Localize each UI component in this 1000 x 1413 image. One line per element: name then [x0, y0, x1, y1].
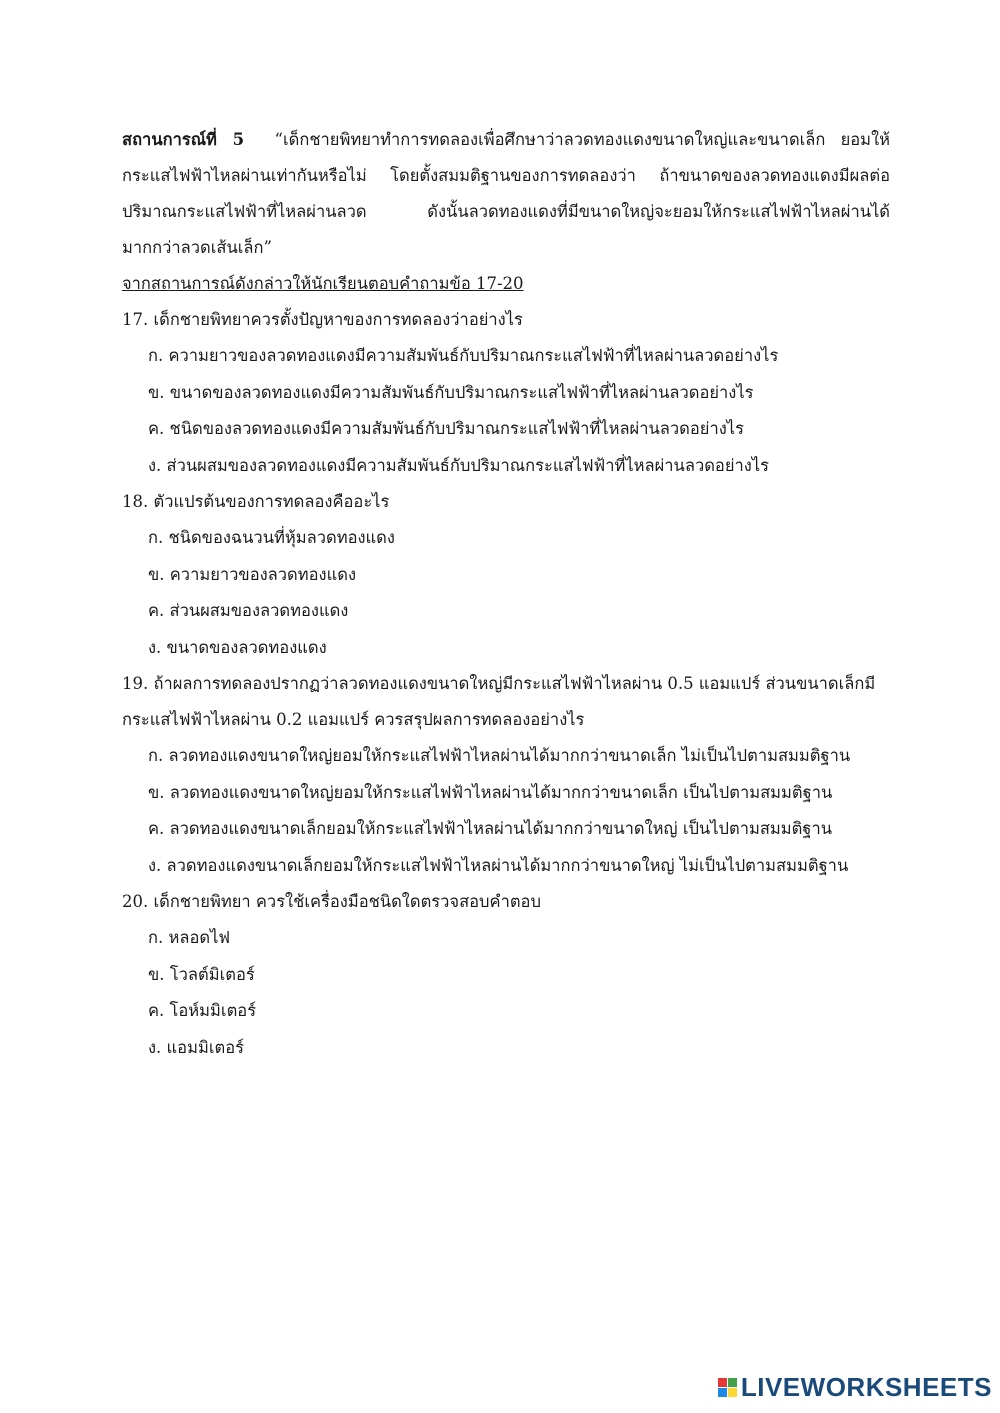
- option-item[interactable]: ค. ส่วนผสมของลวดทองแดง: [148, 601, 349, 620]
- scenario-paragraph: [122, 122, 890, 266]
- option-item[interactable]: ก. ความยาวของลวดทองแดงมีความสัมพันธ์กับปริมาณกระแสไฟฟ้าที่ไหลผ่านลวดอย่างไร: [148, 346, 779, 365]
- option-item[interactable]: ค. ชนิดของลวดทองแดงมีความสัมพันธ์กับปริมาณกระแสไฟฟ้าที่ไหลผ่านลวดอย่างไร: [148, 419, 744, 438]
- option-item[interactable]: ง. ส่วนผสมของลวดทองแดงมีความสัมพันธ์กับปริมาณกระแสไฟฟ้าที่ไหลผ่านลวดอย่างไร: [148, 455, 769, 475]
- liveworksheets-brand[interactable]: [718, 1372, 992, 1403]
- option-list: [122, 520, 890, 666]
- logo-square: [718, 1378, 727, 1387]
- option-item[interactable]: ก. หลอดไฟ: [148, 928, 231, 947]
- instruction-text: จากสถานการณ์ดังกล่าวให้นักเรียนตอบคำถามข้อ 17-20: [122, 274, 524, 293]
- question-18: [122, 484, 890, 666]
- question-text: 17. เด็กชายพิทยาควรตั้งปัญหาของการทดลองว่าอย่างไร: [122, 310, 523, 329]
- question-text: 18. ตัวแปรต้นของการทดลองคืออะไร: [122, 492, 390, 511]
- scenario-label: สถานการณ์ที่ 5: [122, 130, 245, 149]
- scenario-text: “เด็กชายพิทยาทำการทดลองเพื่อศึกษาว่าลวดทองแดงขนาดใหญ่และขนาดเล็ก ยอมให้กระแสไฟฟ้าไหลผ่านเท่ากันหรือไม่ โดยตั้งสมมติฐานของการทดลองว่า ถ้าขนาดของลวดทองแดงมีผลต่อปริมาณกระแสไฟฟ้าที่ไหลผ่านลวด ดังนั้นลวดทองแดงที่มีขนาดใหญ่จะยอมให้กระแสไฟฟ้าไหลผ่านได้มากกว่าลวดเส้นเล็ก”: [122, 130, 890, 257]
- option-item[interactable]: ข. ความยาวของลวดทองแดง: [148, 564, 356, 584]
- option-item[interactable]: ก. ลวดทองแดงขนาดใหญ่ยอมให้กระแสไฟฟ้าไหลผ่านได้มากกว่าขนาดเล็ก ไม่เป็นไปตามสมมติฐาน: [148, 746, 851, 765]
- question-20: [122, 884, 890, 1066]
- option-item[interactable]: ข. ลวดทองแดงขนาดใหญ่ยอมให้กระแสไฟฟ้าไหลผ่านได้มากกว่าขนาดเล็ก เป็นไปตามสมมติฐาน: [148, 782, 833, 802]
- option-item[interactable]: ง. ลวดทองแดงขนาดเล็กยอมให้กระแสไฟฟ้าไหลผ่านได้มากกว่าขนาดใหญ่ ไม่เป็นไปตามสมมติฐาน: [148, 855, 849, 875]
- logo-square: [728, 1388, 737, 1397]
- option-item[interactable]: ค. ลวดทองแดงขนาดเล็กยอมให้กระแสไฟฟ้าไหลผ่านได้มากกว่าขนาดใหญ่ เป็นไปตามสมมติฐาน: [148, 819, 833, 838]
- logo-square: [718, 1388, 727, 1397]
- question-17: [122, 302, 890, 484]
- brand-text: LIVEWORKSHEETS: [740, 1372, 992, 1402]
- option-item[interactable]: ข. โวลต์มิเตอร์: [148, 964, 255, 984]
- option-item[interactable]: ง. ขนาดของลวดทองแดง: [148, 637, 327, 657]
- logo-square: [728, 1378, 737, 1387]
- liveworksheets-logo-icon: [718, 1378, 737, 1397]
- option-item[interactable]: ก. ชนิดของฉนวนที่หุ้มลวดทองแดง: [148, 528, 395, 547]
- option-list: [122, 738, 890, 884]
- worksheet-page: [122, 122, 890, 1066]
- option-item[interactable]: ค. โอห์มมิเตอร์: [148, 1001, 257, 1020]
- option-list: [122, 338, 890, 484]
- option-item[interactable]: ง. แอมมิเตอร์: [148, 1037, 244, 1057]
- question-19: [122, 666, 890, 884]
- option-item[interactable]: ข. ขนาดของลวดทองแดงมีความสัมพันธ์กับปริมาณกระแสไฟฟ้าที่ไหลผ่านลวดอย่างไร: [148, 382, 754, 402]
- question-text: 20. เด็กชายพิทยา ควรใช้เครื่องมือชนิดใดตรวจสอบคำตอบ: [122, 892, 541, 911]
- option-list: [122, 920, 890, 1066]
- question-text: 19. ถ้าผลการทดลองปรากฏว่าลวดทองแดงขนาดใหญ่มีกระแสไฟฟ้าไหลผ่าน 0.5 แอมแปร์ ส่วนขนาดเล็กมีกระแสไฟฟ้าไหลผ่าน 0.2 แอมแปร์ ควรสรุปผลการทดลองอย่างไร: [122, 674, 876, 729]
